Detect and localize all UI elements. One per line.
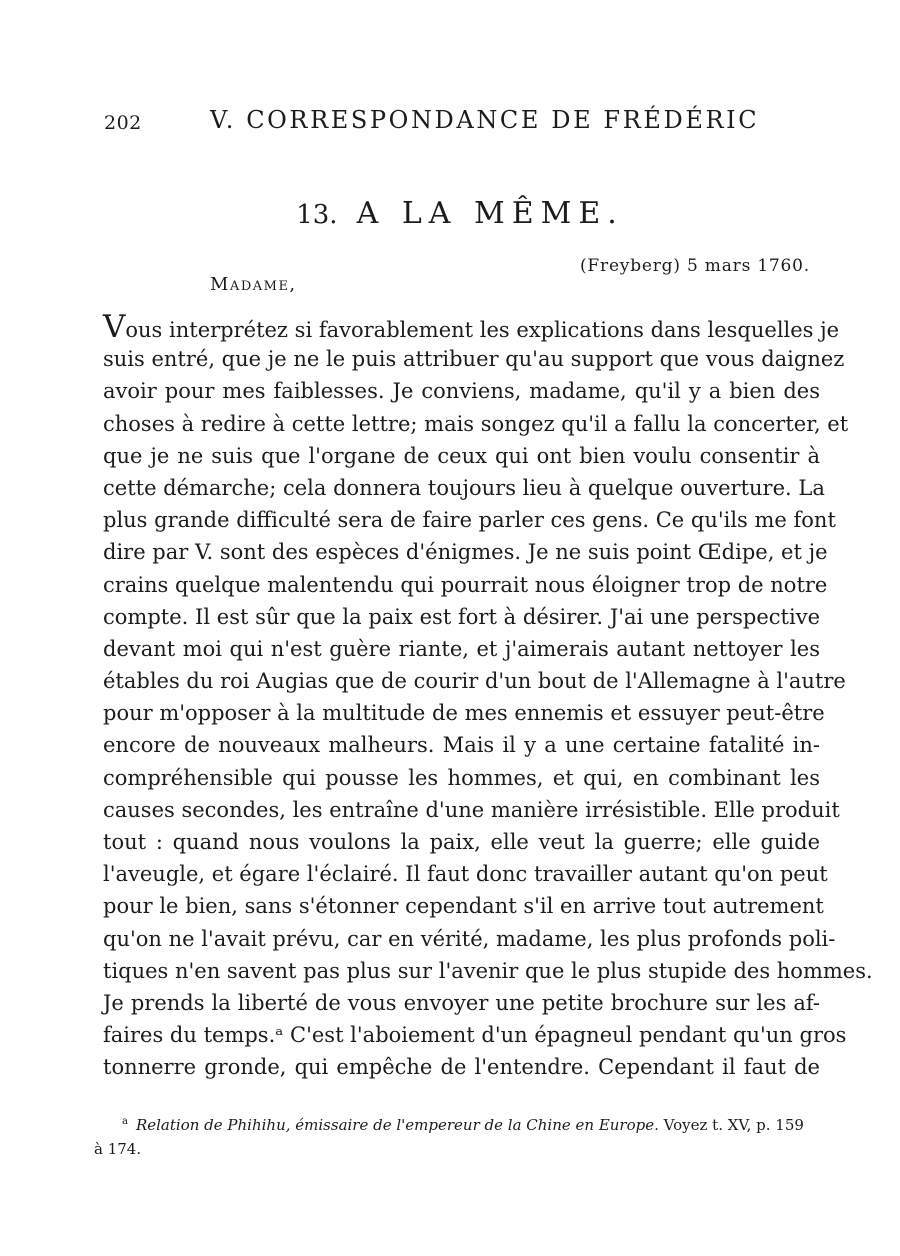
body-line: pour m'opposer à la multitude de mes ennemis et essuyer peut-être (103, 701, 825, 726)
drop-cap: V (103, 309, 126, 345)
running-header (104, 106, 760, 136)
body-line: faires du temps.ᵃ C'est l'aboiement d'un épagneul pendant qu'un gros (103, 1023, 847, 1048)
body-line: tonnerre gronde, qui empêche de l'entendre. Cependant il faut de (103, 1055, 820, 1080)
body-line: compréhensible qui pousse les hommes, et qui, en combinant les (103, 765, 820, 790)
body-line-text: ous interprétez si favorablement les explications dans lesquelles je (125, 318, 840, 342)
body-line: encore de nouveaux malheurs. Mais il y a une certaine fatalité in- (103, 733, 820, 758)
page-number: 202 (104, 112, 142, 134)
body-line: dire par V. sont des espèces d'énigmes. Je ne suis point Œdipe, et je (103, 540, 828, 565)
body-line: Je prends la liberté de vous envoyer une petite brochure sur les af- (103, 990, 820, 1015)
letter-number: 13. (296, 200, 338, 230)
footnote-reference: Voyez t. XV, p. 159 (663, 1116, 804, 1134)
footnote-citation: Relation de Phihihu, émissaire de l'empereur de la Chine en Europe. (135, 1116, 659, 1134)
body-line: devant moi qui n'est guère riante, et j'aimerais autant nettoyer les (103, 636, 820, 661)
letter-heading (0, 196, 900, 231)
body-line: tiques n'en savent pas plus sur l'avenir que le plus stupide des hommes. (103, 958, 873, 983)
body-line: tout : quand nous voulons la paix, elle veut la guerre; elle guide (103, 830, 820, 854)
body-line: qu'on ne l'avait prévu, car en vérité, madame, les plus profonds poli- (103, 926, 836, 951)
footnote (94, 1110, 817, 1161)
footnote-mark: a (122, 1116, 128, 1127)
body-line: pour le bien, sans s'étonner cependant s'il en arrive tout autrement (103, 894, 824, 919)
footnote-line (94, 1110, 817, 1137)
letter-body (103, 309, 873, 1084)
salutation: Madame, (210, 274, 297, 295)
body-line: que je ne suis que l'organe de ceux qui ont bien voulu consentir à (103, 443, 820, 468)
letter-title: A LA MÊME. (356, 196, 624, 231)
body-line: choses à redire à cette lettre; mais songez qu'il a fallu la concerter, et (103, 411, 849, 436)
body-line: cette démarche; cela donnera toujours lieu à quelque ouverture. La (103, 475, 825, 500)
body-line: causes secondes, les entraîne d'une manière irrésistible. Elle produit (103, 797, 840, 822)
body-line: avoir pour mes faiblesses. Je conviens, madame, qu'il y a bien des (103, 379, 820, 404)
body-line: crains quelque malentendu qui pourrait nous éloigner trop de notre (103, 572, 828, 597)
body-line: plus grande difficulté sera de faire parler ces gens. Ce qu'ils me font (103, 508, 836, 533)
body-line: suis entré, que je ne le puis attribuer qu'au support que vous daignez (103, 347, 845, 372)
running-title: V. CORRESPONDANCE DE FRÉDÉRIC (210, 106, 760, 134)
dateline: (Freyberg) 5 mars 1760. (579, 256, 810, 276)
body-line: l'aveugle, et égare l'éclairé. Il faut donc travailler autant qu'on peut (103, 862, 828, 887)
body-line (103, 309, 840, 345)
body-line: compte. Il est sûr que la paix est fort à désirer. J'ai une perspective (103, 604, 820, 629)
footnote-line: à 174. (94, 1140, 142, 1158)
body-line: étables du roi Augias que de courir d'un bout de l'Allemagne à l'autre (103, 669, 846, 694)
